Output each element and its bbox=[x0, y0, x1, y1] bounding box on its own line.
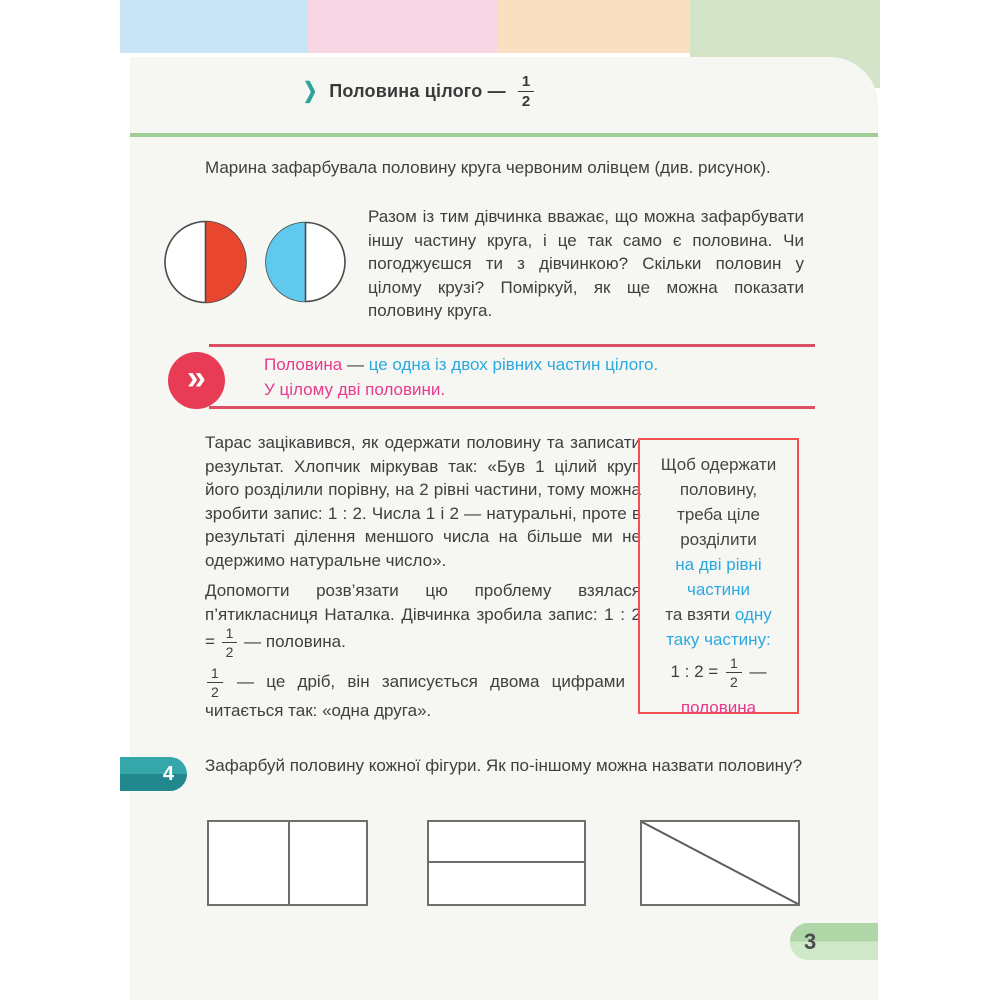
info-line: та взяти одну bbox=[665, 605, 772, 624]
page-number: 3 bbox=[804, 928, 817, 954]
taras-paragraph: Тарас зацікавився, як одержати половину та записати результат. Хлопчик міркував так: «Був 1 цілий круг, його розділили порівну, на 2 рівні частини, тому можна зробити запис: 1 : 2. Числа 1 і 2 — натуральні, проте в результаті ділення меншого числа на більше ми не одержимо натуральне число». bbox=[205, 433, 641, 570]
circles-paragraph: Разом із тим дівчинка вважає, що можна зафарбувати іншу частину круга, і це так само є половина. Чи погоджуєшся ти з дівчинкою? Скільки половин у цілому крузі? Поміркуй, як ще можна показати половину круга. bbox=[368, 207, 804, 320]
lesson-title: Половина цілого — bbox=[329, 80, 506, 101]
info-line: половину, bbox=[679, 480, 758, 499]
pastel-block-peach bbox=[498, 0, 690, 53]
pastel-block-blue bbox=[120, 0, 308, 53]
double-chevron-badge-icon: » bbox=[168, 352, 225, 409]
fraction-note-paragraph: $\frac{1}{2}$ — це дріб, він записується двома цифрами і читається так: «одна друга». bbox=[205, 665, 641, 720]
main-text-column bbox=[205, 431, 641, 723]
info-box-lines bbox=[640, 452, 797, 652]
info-line: частини bbox=[687, 580, 750, 599]
horizontal-divider-line bbox=[429, 861, 584, 863]
definition-term: Половина bbox=[264, 355, 343, 374]
definition-rule-bottom bbox=[209, 406, 815, 409]
definition-line2: У цілому дві половини. bbox=[264, 380, 446, 399]
info-magenta-word: половина bbox=[680, 698, 757, 717]
info-equation-fraction: $\frac{1}{2}$ bbox=[726, 656, 742, 689]
figure-rect-diagonal-half bbox=[640, 820, 800, 906]
intro-paragraph: Марина зафарбувала половину круга червоним олівцем (див. рисунок). bbox=[205, 158, 771, 177]
inline-fraction: $\frac{1}{2}$ bbox=[207, 666, 223, 699]
info-line: таку частину: bbox=[666, 630, 771, 649]
vertical-divider-line bbox=[288, 822, 290, 904]
info-line: розділити bbox=[680, 530, 757, 549]
natalka-paragraph: Допомогти розв’язати цю проблему взялася п’ятикласниця Наталка. Дівчинка зробила запис: 1 : 2 = $\frac{1}{2}$ — половина. bbox=[205, 581, 641, 660]
info-line: треба ціле bbox=[677, 505, 760, 524]
inline-fraction: $\frac{1}{2}$ bbox=[222, 626, 238, 659]
page-number-pill bbox=[790, 923, 878, 960]
header-divider-rule bbox=[130, 133, 878, 137]
definition-text: Половина — це одна із двох рівних частин цілого. У цілому дві половини. bbox=[264, 355, 659, 399]
chevron-right-icon: ❯ bbox=[303, 78, 318, 103]
half-red-circle-figure bbox=[163, 219, 248, 310]
info-equation: 1 : 2 = $\frac{1}{2}$ — bbox=[670, 655, 767, 690]
info-line: Щоб одержати bbox=[660, 455, 777, 474]
task-number-badge bbox=[120, 757, 187, 791]
lesson-title-fraction: $\frac{1}{2}$ bbox=[518, 74, 534, 109]
info-box bbox=[638, 438, 799, 717]
half-blue-circle-figure bbox=[264, 220, 347, 309]
pastel-block-pink bbox=[308, 0, 498, 53]
figure-rect-vertical-half bbox=[207, 820, 368, 906]
figure-rect-horizontal-half bbox=[427, 820, 586, 906]
info-line: на дві рівні bbox=[675, 555, 762, 574]
task-text: Зафарбуй половину кожної фігури. Як по-іншому можна назвати половину? bbox=[205, 756, 803, 775]
task-number: 4 bbox=[162, 762, 174, 785]
definition-rule-top bbox=[209, 344, 815, 347]
lesson-header bbox=[303, 63, 534, 119]
